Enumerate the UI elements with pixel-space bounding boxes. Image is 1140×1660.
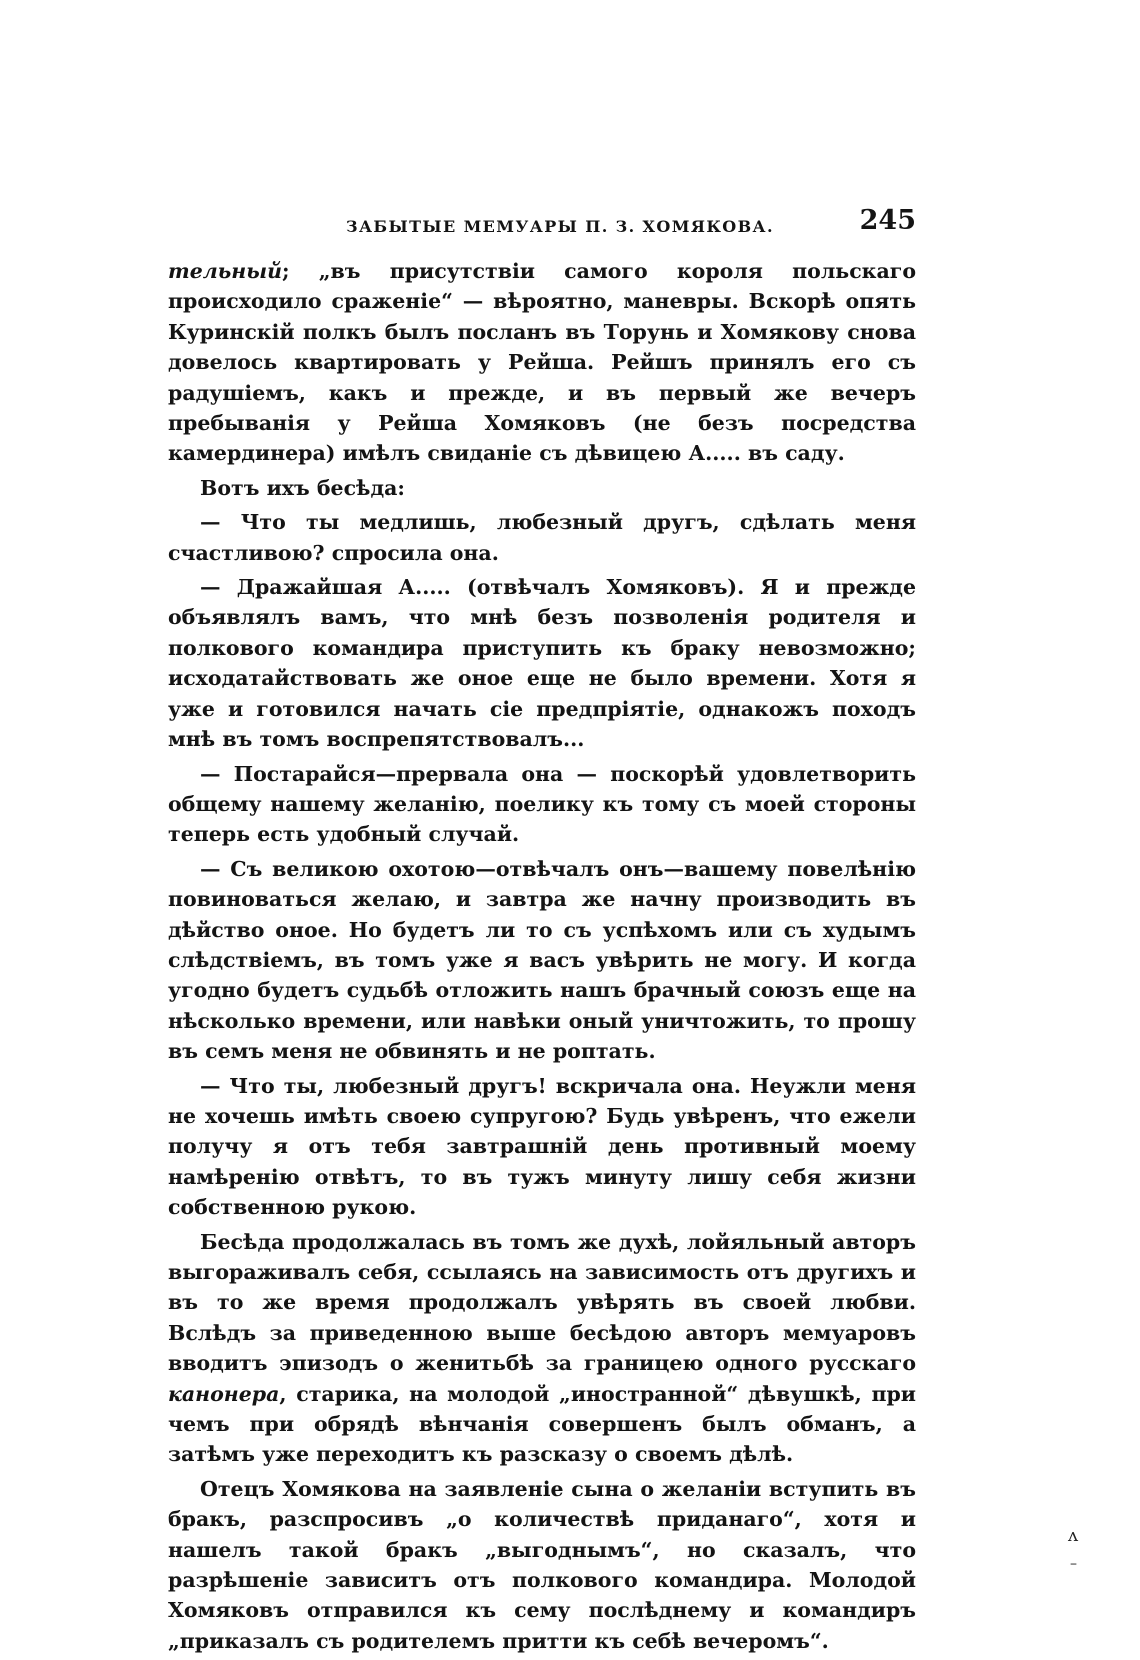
paragraph-8-italic-word: канонера [168, 1381, 280, 1406]
paragraph-8-text-a: Бесѣда продолжалась въ томъ же духѣ, лойяльный авторъ выгораживалъ себя, ссылаясь на зависимость отъ другихъ и въ то же время продолжалъ увѣрять въ своей любви. Вслѣдъ за приведенною выше бесѣдою авторъ мемуаровъ вводитъ эпизодъ о женитьбѣ за границею одного русскаго [168, 1229, 916, 1376]
paragraph-4: — Дражайшая А..... (отвѣчалъ Хомяковъ). Я и прежде объявлялъ вамъ, что мнѣ безъ позволенія родителя и полкового командира приступить къ браку невозможно; исходатайствовать же оное еще не было времени. Хотя я уже и готовился начать сіе предпріятіе, однакожъ походъ мнѣ въ томъ воспрепятствовалъ... [168, 575, 916, 752]
paragraph-8 [168, 1227, 916, 1470]
page-number: 245 [859, 205, 916, 236]
body-text [168, 256, 916, 1660]
paragraph-8-text-b: , старика, на молодой „иностранной“ дѣвушкѣ, при чемъ при обрядѣ вѣнчанія совершенъ былъ обманъ, а затѣмъ уже переходитъ къ разсказу о своемъ дѣлѣ. [168, 1381, 916, 1467]
paragraph-1-text: ; „въ присутствіи самого короля польскаго происходило сраженіе“ — вѣроятно, маневры. Вскорѣ опять Куринскій полкъ былъ посланъ въ Торунь и Хомякову снова довелось квартировать у Рейша. Рейшъ принялъ его съ радушіемъ, какъ и прежде, и въ первый же вечеръ пребыванія у Рейша Хомяковъ (не безъ посредства камердинера) имѣлъ свиданіе съ дѣвицею А..... въ саду. [168, 259, 916, 466]
paragraph-1-italic-word: тельный [168, 259, 282, 283]
running-title: ЗАБЫТЫЕ МЕМУАРЫ П. З. ХОМЯКОВА. [346, 217, 774, 236]
margin-mark: ᴧ [1068, 1525, 1079, 1546]
paragraph-3: — Что ты медлишь, любезный другъ, сдѣлать меня счастливою? спросила она. [168, 510, 916, 565]
paragraph-5: — Постарайся—прервала она — поскорѣй удовлетворить общему нашему желанію, поелику къ тому съ моей стороны теперь есть удобный случай. [168, 761, 916, 847]
paragraph-9: Отецъ Хомякова на заявленіе сына о желаніи вступить въ бракъ, разспросивъ „о количествѣ приданаго“, хотя и нашелъ такой бракъ „выгоднымъ“, но сказалъ, что разрѣшеніе зависитъ отъ полкового командира. Молодой Хомяковъ отправился къ сему послѣднему и командиръ „приказалъ съ родителемъ притти къ себѣ вечеромъ“. [168, 1476, 916, 1653]
paragraph-1 [168, 256, 916, 469]
margin-dash: – [1070, 1556, 1077, 1572]
paragraph-2: Вотъ ихъ бесѣда: [200, 475, 405, 500]
paragraph-7: — Что ты, любезный другъ! вскричала она. Неужли меня не хочешь имѣть своею супругою? Будь увѣренъ, что ежели получу я отъ тебя завтрашній день противный моему намѣренію отвѣтъ, то въ тужъ минуту лишу себя жизни собственною рукою. [168, 1073, 916, 1220]
page-header [168, 203, 916, 243]
paragraph-6: — Съ великою охотою—отвѣчалъ онъ—вашему повелѣнію повиноваться желаю, и завтра же начну производить въ дѣйство оное. Но будетъ ли то съ успѣхомъ или съ худымъ слѣдствіемъ, въ томъ уже я васъ увѣрить не могу. И когда угодно будетъ судьбѣ отложить нашъ брачный союзъ еще на нѣсколько времени, или навѣки оный уничтожить, то прошу въ семъ меня не обвинять и не роптать. [168, 856, 916, 1064]
